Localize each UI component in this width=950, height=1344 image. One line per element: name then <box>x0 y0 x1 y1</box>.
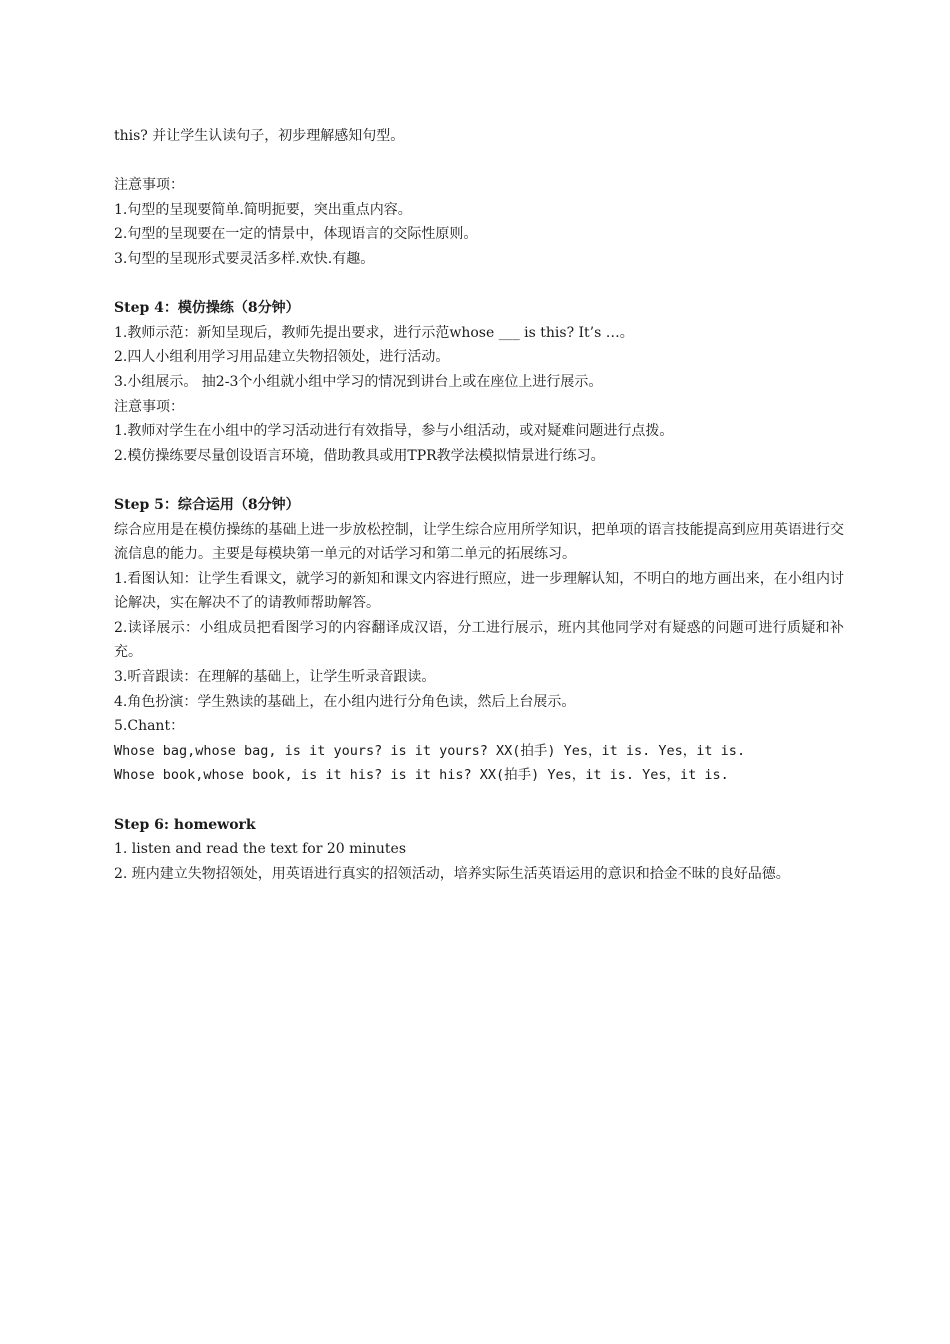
step4-heading: Step 4：模仿操练（8分钟） <box>114 300 300 317</box>
step5-item: 5.Chant： <box>114 718 185 735</box>
notes1-title: 注意事项： <box>114 177 184 194</box>
step6-item: 2. 班内建立失物招领处，用英语进行真实的招领活动，培养实际生活英语运用的意识和拾金不昧的良好品德。 <box>114 865 790 882</box>
step6-heading: Step 6: homework <box>114 816 256 833</box>
step5-item: 4.角色扮演：学生熟读的基础上，在小组内进行分角色读，然后上台展示。 <box>114 693 576 710</box>
step6-item: 1. listen and read the text for 20 minutes <box>114 841 406 858</box>
step4-item: 1.教师示范：新知呈现后，教师先提出要求，进行示范whose ___ is this? It’s …。 <box>114 324 634 341</box>
notes1-item: 2.句型的呈现要在一定的情景中，体现语言的交际性原则。 <box>114 226 478 243</box>
document-body <box>114 124 844 886</box>
intro-line: this? 并让学生认读句子，初步理解感知句型。 <box>114 128 405 144</box>
spacer <box>114 149 844 174</box>
step5-item: 3.听音跟读：在理解的基础上，让学生听录音跟读。 <box>114 669 436 686</box>
step4-note: 1.教师对学生在小组中的学习活动进行有效指导，参与小组活动，或对疑难问题进行点拨。 <box>114 423 674 440</box>
step4-note: 2.模仿操练要尽量创设语言环境，借助教具或用TPR教学法模拟情景进行练习。 <box>114 447 605 464</box>
spacer <box>114 272 844 297</box>
notes1-item: 1.句型的呈现要简单.简明扼要，突出重点内容。 <box>114 201 412 218</box>
spacer <box>114 468 844 493</box>
step5-item: 1.看图认知：让学生看课文，就学习的新知和课文内容进行照应，进一步理解认知，不明白的地方画出来，在小组内讨论解决，实在解决不了的请教师帮助解答。 <box>114 570 844 612</box>
step4-item: 2.四人小组利用学习用品建立失物招领处，进行活动。 <box>114 349 450 366</box>
chant-line: Whose bag,whose bag, is it yours? is it yours? XX(拍手) Yes，it is. Yes，it is. <box>114 742 746 759</box>
step5-item: 2.读译展示：小组成员把看图学习的内容翻译成汉语，分工进行展示，班内其他同学对有疑惑的问题可进行质疑和补充。 <box>114 619 844 661</box>
step4-item: 3.小组展示。 抽2-3个小组就小组中学习的情况到讲台上或在座位上进行展示。 <box>114 373 603 390</box>
step4-notes-title: 注意事项： <box>114 398 184 415</box>
spacer <box>114 788 844 813</box>
chant-line: Whose book,whose book, is it his? is it his? XX(拍手) Yes，it is. Yes，it is. <box>114 767 729 784</box>
step5-intro: 综合应用是在模仿操练的基础上进一步放松控制，让学生综合应用所学知识，把单项的语言技能提高到应用英语进行交流信息的能力。主要是每模块第一单元的对话学习和第二单元的拓展练习。 <box>114 521 844 563</box>
step5-heading: Step 5：综合运用（8分钟） <box>114 496 300 513</box>
notes1-item: 3.句型的呈现形式要灵活多样.欢快.有趣。 <box>114 250 375 267</box>
